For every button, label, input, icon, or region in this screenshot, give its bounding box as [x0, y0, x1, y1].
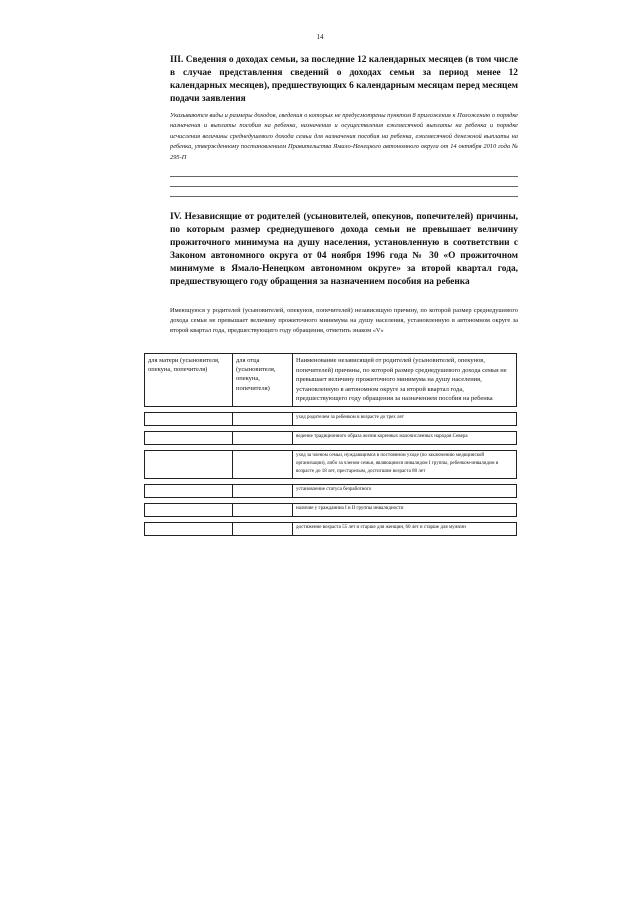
table-row — [145, 484, 517, 497]
table-row — [145, 450, 517, 478]
reasons-body — [145, 406, 517, 535]
fill-in-line[interactable] — [170, 196, 518, 197]
header-father: для отца (усыновителя, опекуна, попечителя) — [233, 354, 293, 407]
reason-label: достижение возраста 55 лет и старше для женщин, 60 лет и старше для мужчин — [293, 522, 517, 535]
section-4-intro: Имеющуюся у родителей (усыновителей, опекунов, попечителей) независящую причину, по которой размер среднедушевого дохода семьи не превышает величину прожиточного минимума на душу населения, установленную в автономном округе за второй квартал года, предшествующего году обращения, отметить знаком «V» — [170, 307, 518, 335]
mother-checkbox-cell[interactable] — [145, 484, 233, 497]
reason-label: ведение традиционного образа жизни коренных малочисленных народов Севера — [293, 431, 517, 444]
reason-label: уход родителем за ребенком в возрасте до трех лет — [293, 412, 517, 425]
mother-checkbox-cell[interactable] — [145, 450, 233, 478]
table-row — [145, 431, 517, 444]
father-checkbox-cell[interactable] — [233, 522, 293, 535]
page-number: 14 — [316, 33, 324, 41]
table-row — [145, 522, 517, 535]
table-row — [145, 503, 517, 516]
section-3-note: Указываются виды и размеры доходов, сведения о которых не предусмотрены пунктом 8 приложения к Положению о порядке назначения и выплаты пособия на ребенка, назначения и осуществления ежемесячной выплаты на ребенка и порядке исчисления величины среднедушевого дохода семьи для назначения пособия на ребенка, ежемесячной денежной выплаты на ребенка, утвержденному постановлением Правительства Ямало-Ненецкого автономного округа от 14 октября 2010 года № 295-П — [170, 112, 518, 161]
mother-checkbox-cell[interactable] — [145, 412, 233, 425]
father-checkbox-cell[interactable] — [233, 412, 293, 425]
father-checkbox-cell[interactable] — [233, 484, 293, 497]
fill-in-line[interactable] — [170, 176, 518, 177]
mother-checkbox-cell[interactable] — [145, 431, 233, 444]
reasons-table — [144, 353, 517, 536]
father-checkbox-cell[interactable] — [233, 503, 293, 516]
mother-checkbox-cell[interactable] — [145, 503, 233, 516]
father-checkbox-cell[interactable] — [233, 450, 293, 478]
header-reason: Наименование независящей от родителей (усыновителей, опекунов, попечителей) причины, по которой размер среднедушевого дохода семьи не превышает величину прожиточного минимума на душу населения, установленную в автономном округе за второй квартал года, предшествующего году обращения за назначением пособия на ребенка — [293, 354, 517, 407]
reason-label: установление статуса безработного — [293, 484, 517, 497]
reason-label: наличие у гражданина I и II группы инвалидности — [293, 503, 517, 516]
header-mother: для матери (усыновителя, опекуна, попечителя) — [145, 354, 233, 407]
table-row — [145, 412, 517, 425]
reason-label: уход за членом семьи, нуждающимся в постоянном уходе (по заключению медицинской организации), либо за членом семьи, являющимся инвалидом I группы, ребенком-инвалидом в возрасте до 18 лет, престарелым, достигшим возраста 80 лет — [293, 450, 517, 478]
fill-in-line[interactable] — [170, 186, 518, 187]
table-header-row — [145, 354, 517, 407]
father-checkbox-cell[interactable] — [233, 431, 293, 444]
mother-checkbox-cell[interactable] — [145, 522, 233, 535]
section-4-heading: IV. Независящие от родителей (усыновителей, опекунов, попечителей) причины, по которым размер среднедушевого дохода семьи не превышает величину прожиточного минимума на душу населения, установленную в соответствии с Законом автономного округа от 04 ноября 1996 года № 30 «О прожиточном минимуме в Ямало-Ненецком автономном округе» за второй квартал года, предшествующего году обращения за назначением пособия на ребенка — [170, 212, 518, 287]
section-3-heading: III. Сведения о доходах семьи, за последние 12 календарных месяцев (в том числе в случае представления сведений о доходах семьи за период менее 12 календарных месяцев), предшествующих 6 календарным месяцам перед месяцем подачи заявления — [170, 55, 518, 104]
